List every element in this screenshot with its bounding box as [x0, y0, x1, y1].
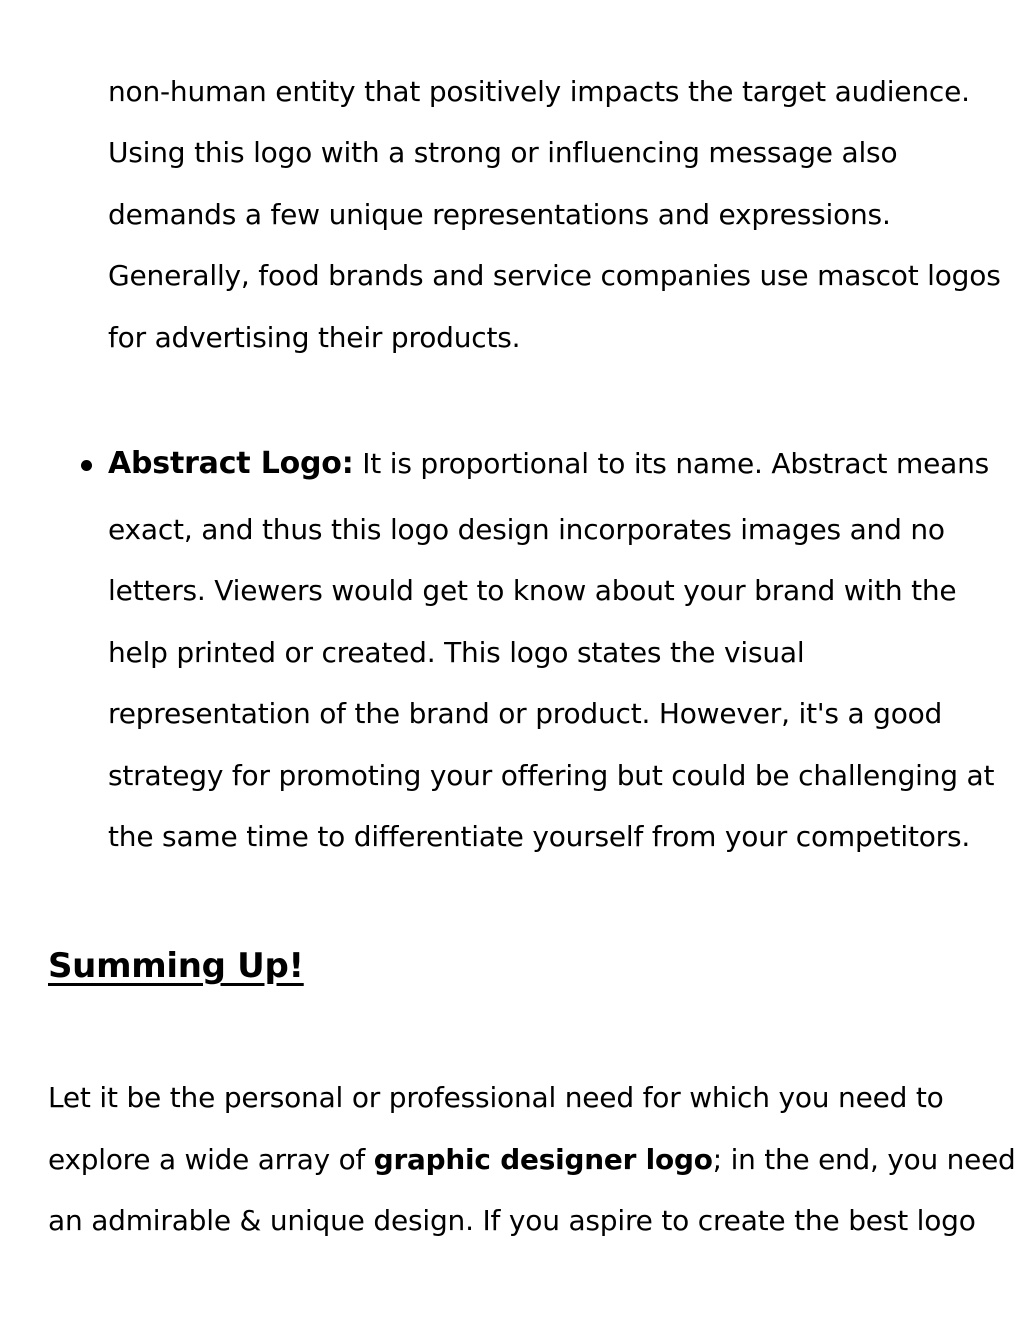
- text-segment: ; in the end, you need: [712, 1143, 1016, 1176]
- paragraph-line: letters. Viewers would get to know about your brand with the: [108, 574, 957, 607]
- paragraph-line: Generally, food brands and service companies use mascot logos: [108, 259, 1001, 292]
- bold-phrase: graphic designer logo: [373, 1143, 713, 1176]
- paragraph-line: demands a few unique representations and expressions.: [108, 198, 891, 231]
- paragraph-line: Let it be the personal or professional need for which you need to: [48, 1081, 944, 1114]
- paragraph-line: for advertising their products.: [108, 321, 521, 354]
- paragraph-line: representation of the brand or product. However, it's a good: [108, 697, 943, 730]
- paragraph-line: the same time to differentiate yourself from your competitors.: [108, 820, 971, 853]
- paragraph-line: [48, 1142, 1016, 1178]
- paragraph-line: [108, 446, 989, 482]
- paragraph-line: an admirable & unique design. If you aspire to create the best logo: [48, 1204, 976, 1237]
- paragraph-line: help printed or created. This logo states the visual: [108, 636, 805, 669]
- paragraph-line: Using this logo with a strong or influencing message also: [108, 136, 898, 169]
- text-segment: explore a wide array of: [48, 1143, 374, 1176]
- paragraph-line: exact, and thus this logo design incorporates images and no: [108, 513, 945, 546]
- section-heading: Summing Up!: [48, 946, 304, 986]
- abstract-logo-term: Abstract Logo:: [108, 446, 354, 481]
- abstract-logo-first-line: It is proportional to its name. Abstract means: [353, 447, 990, 480]
- bullet-icon: [81, 460, 92, 471]
- paragraph-line: strategy for promoting your offering but could be challenging at: [108, 759, 995, 792]
- paragraph-line: non-human entity that positively impacts the target audience.: [108, 75, 970, 108]
